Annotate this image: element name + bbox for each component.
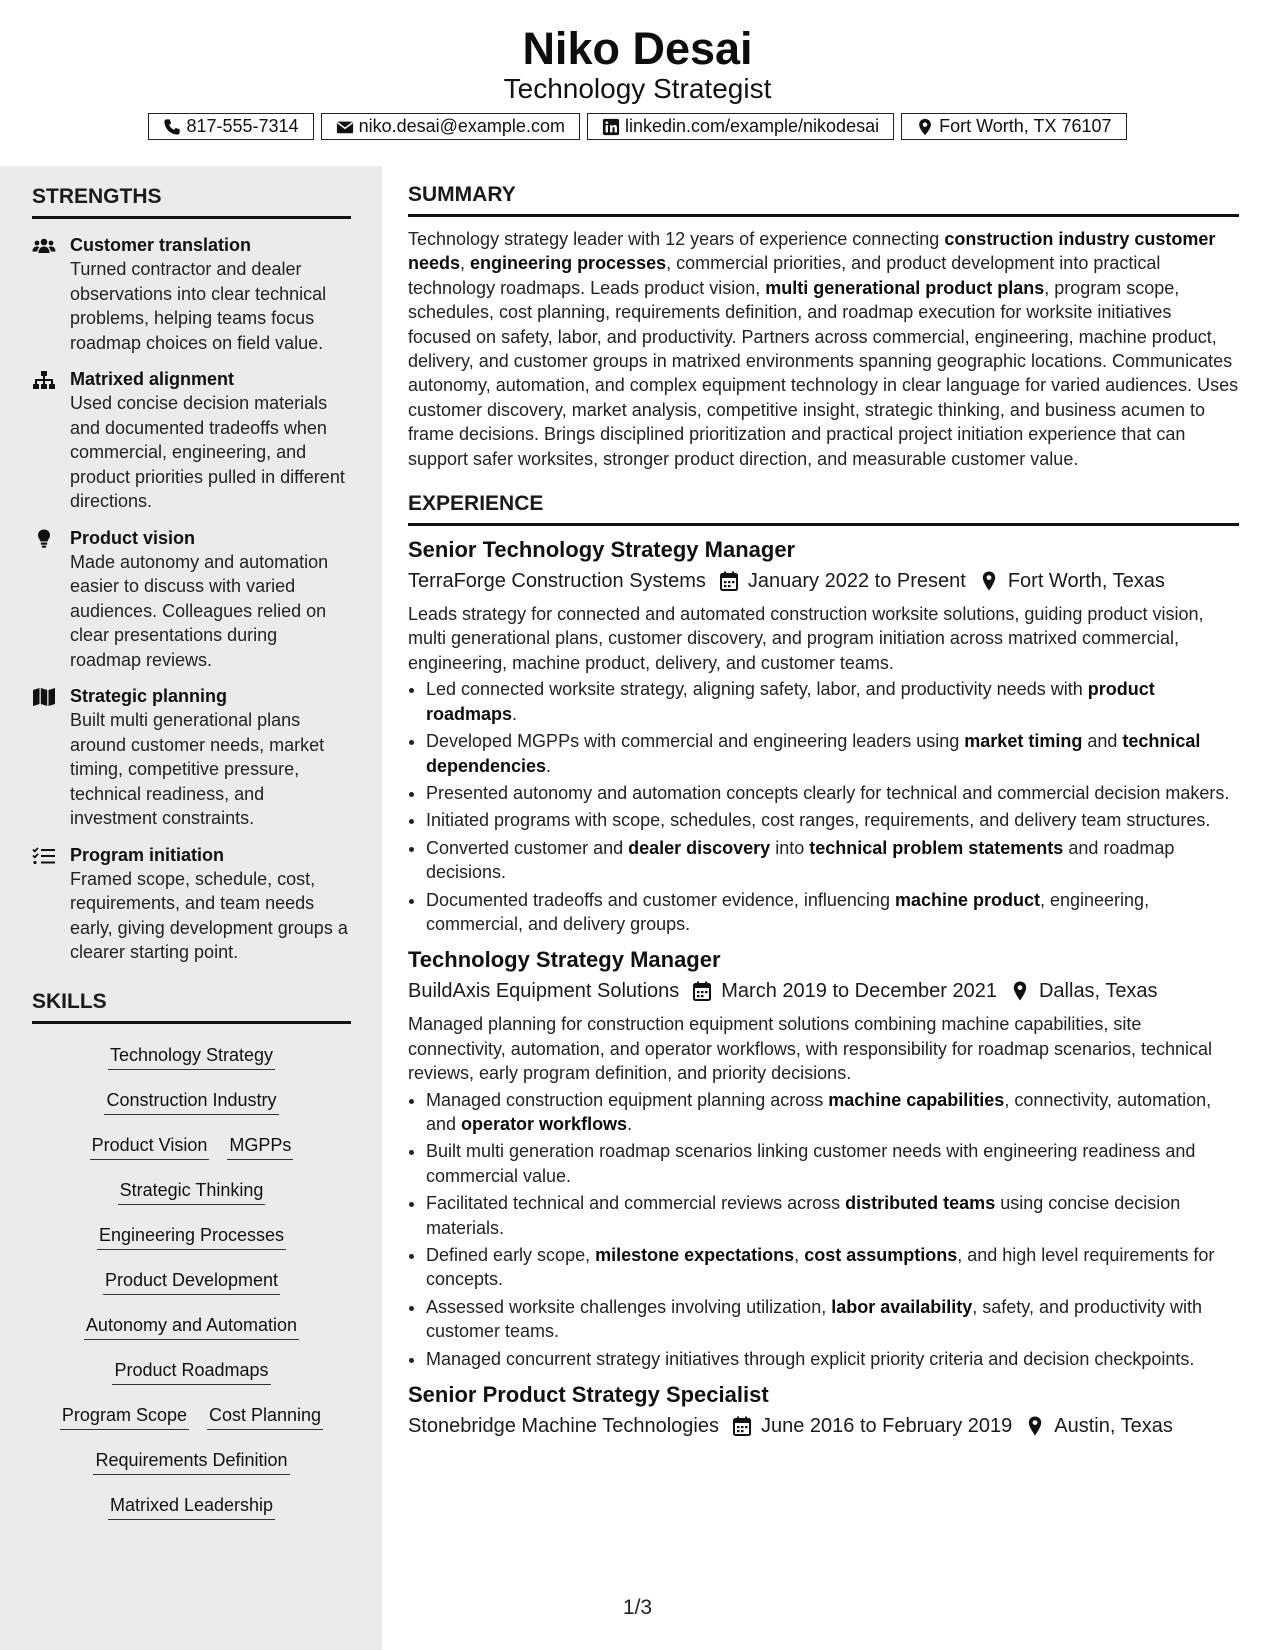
job-entry xyxy=(408,946,1239,1371)
skill-row xyxy=(32,1124,351,1169)
strength-item xyxy=(32,843,351,965)
strength-text: Used concise decision materials and documented tradeoffs when commercial, engineering, and product priorities pulled in different directions. xyxy=(70,393,345,511)
job-list xyxy=(408,536,1239,1440)
candidate-role: Technology Strategist xyxy=(503,73,772,104)
contact-location xyxy=(901,113,1126,140)
map-pin-icon xyxy=(916,118,934,136)
main-content xyxy=(408,182,1239,1440)
bold-text: cost assumptions xyxy=(804,1245,958,1265)
job-dates: January 2022 to Present xyxy=(747,570,966,593)
skill-row xyxy=(32,1439,351,1484)
skill-tag: Product Vision xyxy=(90,1133,210,1160)
text-run: , connectivity, automation, and xyxy=(426,1089,1212,1134)
skill-row xyxy=(32,1079,351,1124)
bold-text: distributed teams xyxy=(845,1193,996,1214)
job-dates: March 2019 to December 2021 xyxy=(721,980,997,1003)
bold-text: technical dependencies xyxy=(426,731,1201,776)
lightbulb-icon xyxy=(32,529,56,549)
skill-tag: Engineering Processes xyxy=(97,1223,286,1250)
text-run: and roadmap decisions. xyxy=(426,837,1175,883)
strength-text: Turned contractor and dealer observations into clear technical problems, helping teams focus roadmap choices on field value. xyxy=(70,259,327,353)
contact-location-text: Fort Worth, TX 76107 xyxy=(939,116,1112,136)
job-company: BuildAxis Equipment Solutions xyxy=(408,980,680,1003)
bullet-item xyxy=(426,677,1239,726)
job-title: Senior Product Strategy Specialist xyxy=(408,1382,769,1408)
skill-row xyxy=(32,1034,351,1079)
page-number: 1/3 xyxy=(622,1596,653,1619)
job-dates: June 2016 to February 2019 xyxy=(760,1415,1013,1438)
bullet-item xyxy=(426,1347,1239,1371)
strength-text: Built multi generational plans around customer needs, market timing, competitive pressure, technical readiness, and investment constraints. xyxy=(70,710,325,828)
text-run: Defined early scope, xyxy=(426,1245,596,1265)
bullet-item xyxy=(426,888,1239,937)
skill-row xyxy=(32,1394,351,1439)
bullet-item xyxy=(426,729,1239,778)
org-chart-icon xyxy=(32,370,56,390)
job-entry xyxy=(408,536,1239,936)
sidebar xyxy=(0,166,382,1650)
strength-item xyxy=(32,367,351,514)
calendar-icon xyxy=(693,981,711,1001)
job-meta xyxy=(408,567,1239,595)
bullet-item xyxy=(426,781,1239,805)
users-icon xyxy=(32,236,56,256)
bold-text: market timing xyxy=(964,731,1083,752)
job-title: Senior Technology Strategy Manager xyxy=(408,537,796,563)
strengths-heading: STRENGTHS xyxy=(32,184,351,219)
text-run: Converted customer and xyxy=(426,837,629,858)
strength-title: Product vision xyxy=(70,527,196,548)
resume-header xyxy=(0,0,1275,166)
bullet-item xyxy=(426,1139,1239,1188)
envelope-icon xyxy=(336,118,354,136)
contact-bar xyxy=(0,113,1275,140)
skill-tag: Cost Planning xyxy=(207,1403,323,1430)
text-run: , program scope, schedules, cost planning, requirements definition, and roadmap execution for worksite initiatives focused on safety, labor, and productivity. Partners across commercial, engineering, machine product, delivery, and customer groups in matrixed environments spanning geographic locations. Communicates autonomy, automation, and complex equipment technology in clear language for varied audiences. Uses customer discovery, market analysis, competitive insight, strategic thinking, and business acumen to frame decisions. Brings disciplined prioritization and practical project initiation experience that can support safer worksites, stronger product direction, and measurable customer value. xyxy=(408,277,1239,469)
phone-icon xyxy=(163,118,181,136)
contact-email-text: niko.desai@example.com xyxy=(358,116,565,136)
text-run: , xyxy=(460,253,471,274)
text-run: , safety, and productivity with customer teams. xyxy=(426,1296,1203,1342)
map-icon xyxy=(32,687,56,707)
text-run: , and high level requirements for concepts. xyxy=(426,1245,1215,1290)
skill-tag: Product Development xyxy=(103,1268,280,1295)
bold-text: construction industry customer needs xyxy=(408,229,1216,274)
skill-tag: Construction Industry xyxy=(104,1088,278,1115)
skill-tag: Autonomy and Automation xyxy=(84,1313,299,1340)
bullet-item xyxy=(426,1243,1239,1292)
contact-phone[interactable] xyxy=(148,113,313,140)
contact-phone-text: 817-555-7314 xyxy=(186,116,299,136)
contact-linkedin[interactable] xyxy=(587,113,894,140)
skill-row xyxy=(32,1214,351,1259)
text-run: into xyxy=(770,837,810,858)
text-run: , commercial priorities, and product development into practical technology roadmaps. Leads product vision, xyxy=(408,253,1161,298)
bold-text: machine capabilities xyxy=(828,1089,1005,1110)
skill-row xyxy=(32,1349,351,1394)
bullet-item xyxy=(426,1088,1239,1137)
strength-title: Customer translation xyxy=(70,235,252,255)
summary-text xyxy=(408,227,1239,471)
skills-heading: SKILLS xyxy=(32,989,351,1024)
bold-text: multi generational product plans xyxy=(765,277,1045,298)
job-company: Stonebridge Machine Technologies xyxy=(408,1415,719,1438)
text-run: Led connected worksite strategy, aligning safety, labor, and productivity needs with xyxy=(426,679,1088,700)
text-run: Initiated programs with scope, schedules, cost ranges, requirements, and delivery team structures. xyxy=(426,810,1211,831)
text-run: Documented tradeoffs and customer evidence, influencing xyxy=(426,889,895,910)
job-location: Dallas, Texas xyxy=(1038,980,1158,1003)
text-run: . xyxy=(627,1113,633,1134)
job-location: Fort Worth, Texas xyxy=(1007,570,1165,593)
strength-title: Matrixed alignment xyxy=(70,369,235,389)
text-run: Assessed worksite challenges involving utilization, xyxy=(426,1296,832,1317)
contact-email[interactable] xyxy=(321,113,580,140)
job-bullets xyxy=(408,1088,1239,1371)
contact-linkedin-text: linkedin.com/example/nikodesai xyxy=(624,116,880,136)
text-run: and xyxy=(1082,731,1123,752)
skill-tag: Technology Strategy xyxy=(108,1043,275,1070)
job-entry xyxy=(408,1381,1239,1440)
bold-text: engineering processes xyxy=(470,253,667,274)
strength-item xyxy=(32,684,351,831)
job-title: Technology Strategy Manager xyxy=(408,947,721,973)
strength-item xyxy=(32,526,351,673)
bold-text: technical problem statements xyxy=(809,837,1064,858)
job-company: TerraForge Construction Systems xyxy=(408,570,706,593)
skill-tag: Matrixed Leadership xyxy=(108,1493,275,1520)
text-run: Presented autonomy and automation concepts clearly for technical and commercial decision makers. xyxy=(426,782,1230,803)
bullet-item xyxy=(426,808,1239,832)
job-meta xyxy=(408,977,1239,1005)
job-location: Austin, Texas xyxy=(1054,1415,1173,1438)
text-run: Managed construction equipment planning across xyxy=(426,1089,829,1110)
map-pin-icon xyxy=(1011,981,1029,1001)
linkedin-icon xyxy=(602,118,620,136)
skill-row xyxy=(32,1304,351,1349)
text-run: Technology strategy leader with 12 years of experience connecting xyxy=(408,229,945,249)
strength-item xyxy=(32,233,351,355)
map-pin-icon xyxy=(980,571,998,591)
map-pin-icon xyxy=(1026,1416,1044,1436)
text-run: , engineering, commercial, and delivery groups. xyxy=(426,889,1150,934)
bullet-item xyxy=(426,1295,1239,1344)
bullet-item xyxy=(426,1191,1239,1240)
bold-text: labor availability xyxy=(831,1296,973,1317)
skill-tag: Requirements Definition xyxy=(93,1448,289,1475)
text-run: using concise decision materials. xyxy=(426,1193,1181,1238)
text-run: Facilitated technical and commercial reviews across xyxy=(426,1193,846,1214)
text-run: , xyxy=(794,1245,805,1265)
text-run: . xyxy=(546,755,552,776)
bold-text: milestone expectations xyxy=(595,1245,795,1265)
skill-tag: Program Scope xyxy=(60,1403,189,1430)
strength-text: Framed scope, schedule, cost, requirements, and team needs early, giving development groups a clearer starting point. xyxy=(70,868,348,962)
bold-text: product roadmaps xyxy=(426,679,1155,724)
candidate-name: Niko Desai xyxy=(522,23,753,74)
bullet-item xyxy=(426,836,1239,885)
skill-row xyxy=(32,1484,351,1529)
job-bullets xyxy=(408,677,1239,936)
summary-heading: SUMMARY xyxy=(408,182,1239,217)
bold-text: operator workflows xyxy=(461,1113,628,1134)
text-run: Developed MGPPs with commercial and engineering leaders using xyxy=(426,731,965,752)
checklist-icon xyxy=(32,846,56,866)
bold-text: dealer discovery xyxy=(628,837,771,858)
text-run: Built multi generation roadmap scenarios linking customer needs with engineering readiness and commercial value. xyxy=(426,1141,1196,1186)
job-description: Leads strategy for connected and automated construction worksite solutions, guiding product vision, multi generational plans, customer discovery, and program initiation across matrixed commercial, engineering, machine product, delivery, and customer teams. xyxy=(408,604,1204,673)
job-meta xyxy=(408,1412,1239,1440)
skill-row xyxy=(32,1259,351,1304)
skill-tag: Strategic Thinking xyxy=(118,1178,266,1205)
strength-title: Strategic planning xyxy=(70,686,228,706)
text-run: . xyxy=(512,703,518,724)
calendar-icon xyxy=(733,1416,751,1436)
bold-text: machine product xyxy=(894,889,1040,910)
skill-row xyxy=(32,1169,351,1214)
calendar-icon xyxy=(720,571,738,591)
skill-tag: Product Roadmaps xyxy=(112,1358,270,1385)
skill-tag: MGPPs xyxy=(227,1133,293,1160)
job-description: Managed planning for construction equipment solutions combining machine capabilities, site connectivity, automation, and operator workflows, with responsibility for roadmap scenarios, technical reviews, early program definition, and priority decisions. xyxy=(408,1014,1213,1084)
strength-title: Program initiation xyxy=(70,844,225,865)
strength-text: Made autonomy and automation easier to discuss with varied audiences. Colleagues relied on clear presentations during roadmap reviews. xyxy=(70,551,329,670)
experience-heading: EXPERIENCE xyxy=(408,491,1239,526)
text-run: Managed concurrent strategy initiatives through explicit priority criteria and decision checkpoints. xyxy=(426,1348,1195,1369)
skills-list xyxy=(32,1034,351,1529)
